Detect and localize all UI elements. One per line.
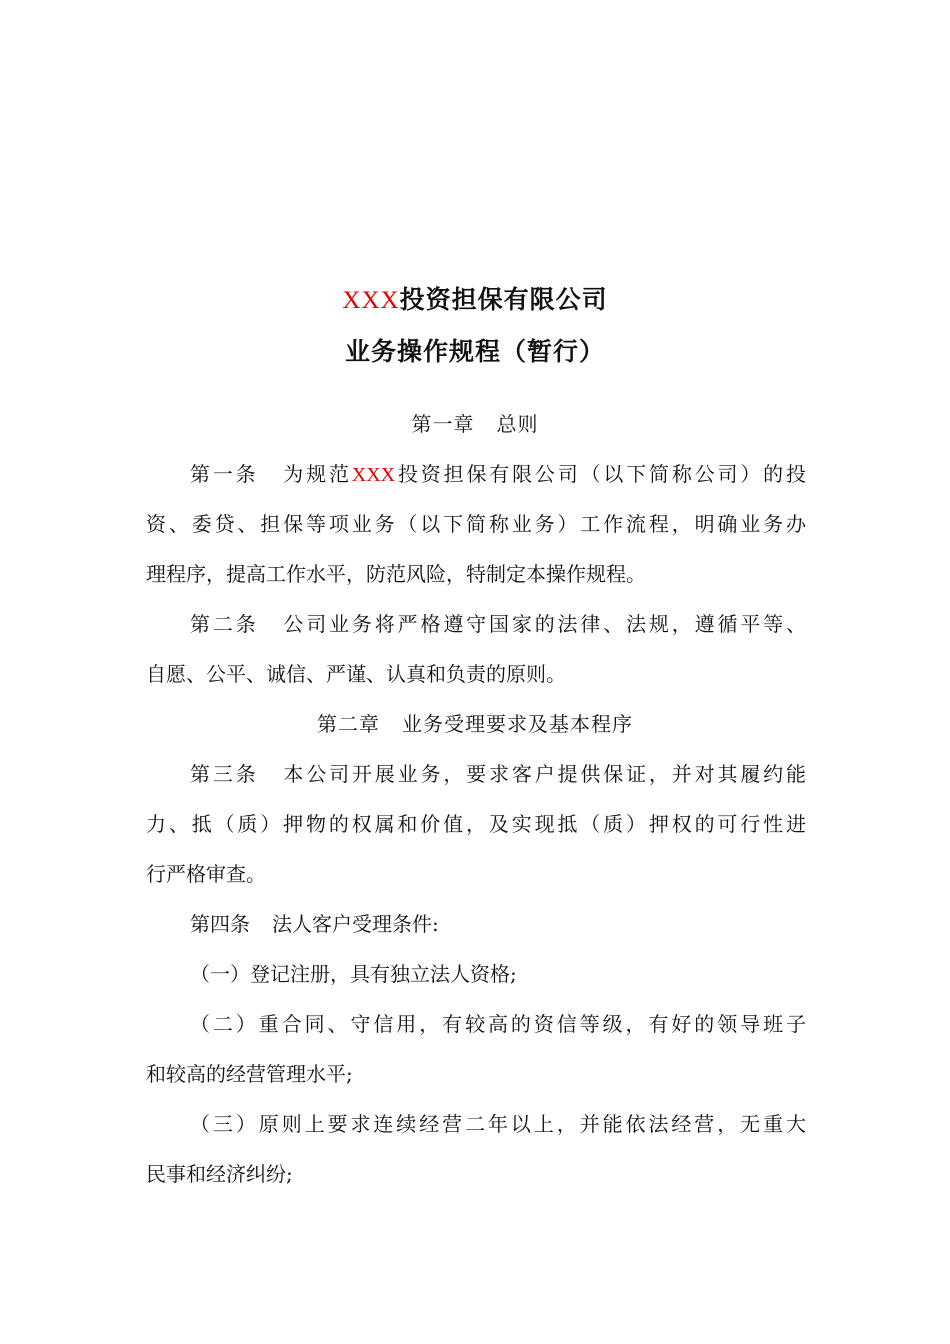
article-2-label: 第二条 — [190, 612, 259, 636]
chapter-2-number: 第二章 — [317, 712, 380, 736]
item-3-line-1: （三）原则上要求连续经营二年以上，并能依法经营，无重大 — [190, 1112, 806, 1136]
title-company-suffix: 投资担保有限公司 — [399, 285, 608, 314]
article-3-label: 第三条 — [190, 762, 259, 786]
article-1-label: 第一条 — [190, 462, 259, 486]
item-2-line-1: （二）重合同、守信用，有较高的资信等级，有好的领导班子 — [190, 1012, 806, 1036]
article-1-text-b: 投资担保有限公司（以下简称公司）的投 — [395, 462, 807, 486]
chapter-2-name: 业务受理要求及基本程序 — [402, 712, 633, 736]
chapter-1-name: 总则 — [496, 412, 539, 436]
item-3-line-2: 民事和经济纠纷; — [146, 1162, 293, 1186]
article-3-line-3: 行严格审查。 — [146, 862, 266, 886]
article-4-label: 第四条 — [190, 912, 250, 936]
article-4-line-1 — [190, 910, 806, 938]
document-title-line1 — [0, 284, 950, 317]
article-1-text-a: 为规范 — [280, 462, 352, 486]
article-2-line-2: 自愿、公平、诚信、严谨、认真和负责的原则。 — [146, 662, 566, 686]
article-3-line-1 — [190, 760, 806, 788]
company-name-placeholder: XXX — [342, 287, 400, 314]
document-title-line2: 业务操作规程（暂行） — [344, 337, 605, 366]
item-1-line-1: （一）登记注册，具有独立法人资格; — [190, 962, 517, 986]
article-1-line-2: 资、委贷、担保等项业务（以下简称业务）工作流程，明确业务办 — [146, 512, 806, 536]
article-1-company-placeholder: XXX — [351, 464, 396, 486]
chapter-1-heading — [0, 410, 950, 438]
article-3-line-2: 力、抵（质）押物的权属和价值，及实现抵（质）押权的可行性进 — [146, 812, 806, 836]
article-3-text: 本公司开展业务，要求客户提供保证，并对其履约能 — [280, 762, 807, 786]
chapter-1-number: 第一章 — [411, 412, 475, 436]
item-2-line-2: 和较高的经营管理水平; — [146, 1062, 353, 1086]
chapter-2-heading — [0, 710, 950, 738]
article-2-line-1 — [190, 610, 806, 638]
article-4-text: 法人客户受理条件: — [272, 912, 439, 936]
article-1-line-3: 理程序，提高工作水平，防范风险，特制定本操作规程。 — [146, 562, 646, 586]
article-2-text: 公司业务将严格遵守国家的法律、法规，遵循平等、 — [280, 612, 807, 636]
article-1-line-1 — [190, 460, 806, 489]
